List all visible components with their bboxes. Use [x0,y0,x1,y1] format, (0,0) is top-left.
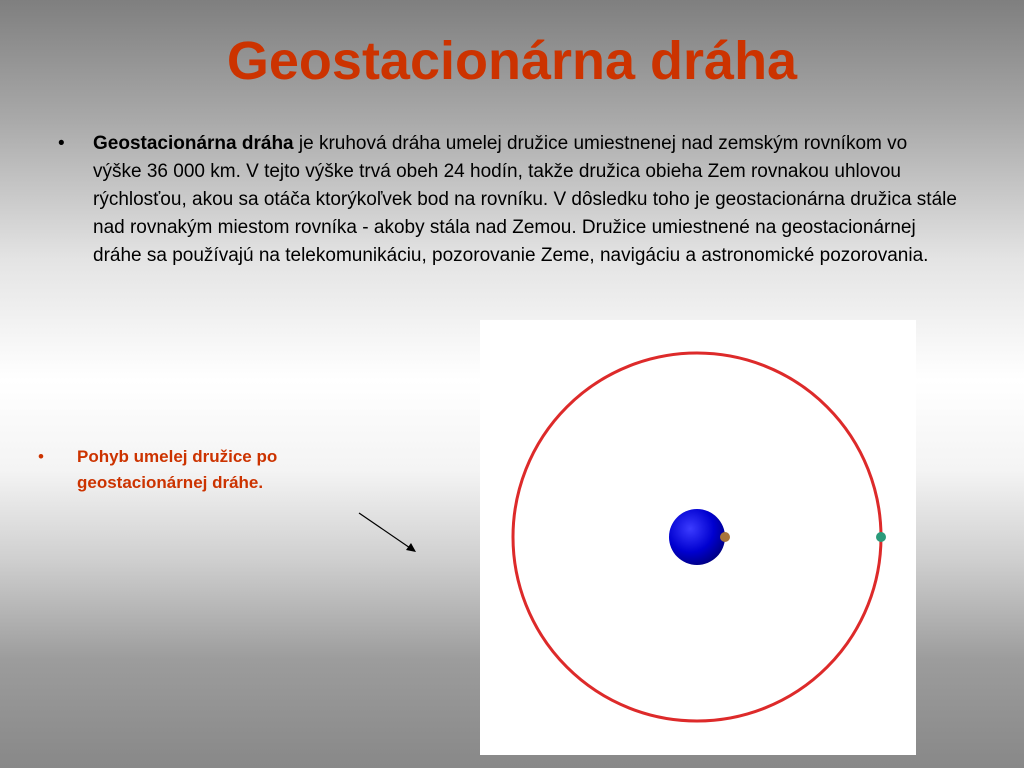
arrow-down-right-icon [350,505,430,565]
satellite [876,532,886,542]
bullet-marker: • [58,133,65,154]
main-bullet-body: je kruhová dráha umelej družice umiestnenej nad zemským rovníkom vo výške 36 000 km. V tejto výške trvá obeh 24 hodín, takže družica obieha Zem rovnakou uhlovou rýchlosťou, akou sa otáča ktorýkoľvek bod na rovníku. V dôsledku toho je geostacionárna družica stále nad rovnakým miestom rovníka - akoby stála nad Zemou. Družice umiestnené na geostacionárnej dráhe sa používajú na telekomunikáciu, pozorovanie Zeme, navigáciu a astronomické pozorovania. [93,133,957,266]
orbit-animation [480,320,916,755]
main-bullet-text [93,130,959,270]
main-bullet-term: Geostacionárna dráha [93,133,294,154]
equator-point [720,532,730,542]
earth [669,509,725,565]
side-bullet-text: Pohyb umelej družice po geostacionárnej dráhe. [77,447,278,492]
slide-title: Geostacionárna dráha [226,31,798,91]
side-bullet-marker: • [38,447,44,466]
